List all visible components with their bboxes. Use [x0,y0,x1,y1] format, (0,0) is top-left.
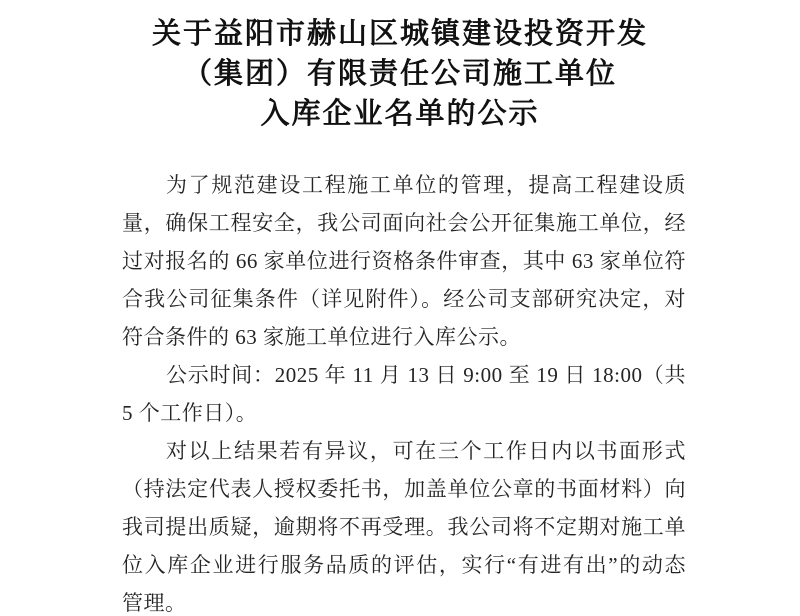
document-title-line-3: 入库企业名单的公示 [260,98,540,130]
document-title-line-2: （集团）有限责任公司施工单位 [182,58,617,90]
document-title [0,14,800,134]
text-line: 量，确保工程安全，我公司面向社会公开征集施工单位，经 [122,211,686,235]
text-line: （持法定代表人授权委托书，加盖单位公章的书面材料）向 [122,477,686,501]
text-line: 符合条件的 63 家施工单位进行入库公示。 [122,325,521,349]
text-line: 位入库企业进行服务品质的评估，实行“有进有出”的动态 [122,553,686,577]
document-body [122,166,686,616]
text-line: 对以上结果若有异议，可在三个工作日内以书面形式 [166,439,686,463]
document-title-line-1: 关于益阳市赫山区城镇建设投资开发 [151,18,648,50]
text-line: 为了规范建设工程施工单位的管理，提高工程建设质 [166,173,686,197]
text-line: 过对报名的 66 家单位进行资格条件审查，其中 63 家单位符 [122,249,686,273]
text-line: 合我公司征集条件（详见附件）。经公司支部研究决定，对 [122,287,686,311]
text-line: 我司提出质疑，逾期将不再受理。我公司将不定期对施工单 [122,515,686,539]
text-line: 管理。 [122,591,187,615]
text-line: 公示时间：2025 年 11 月 13 日 9:00 至 19 日 18:00（共 [166,363,686,387]
text-line: 5 个工作日）。 [122,401,258,425]
